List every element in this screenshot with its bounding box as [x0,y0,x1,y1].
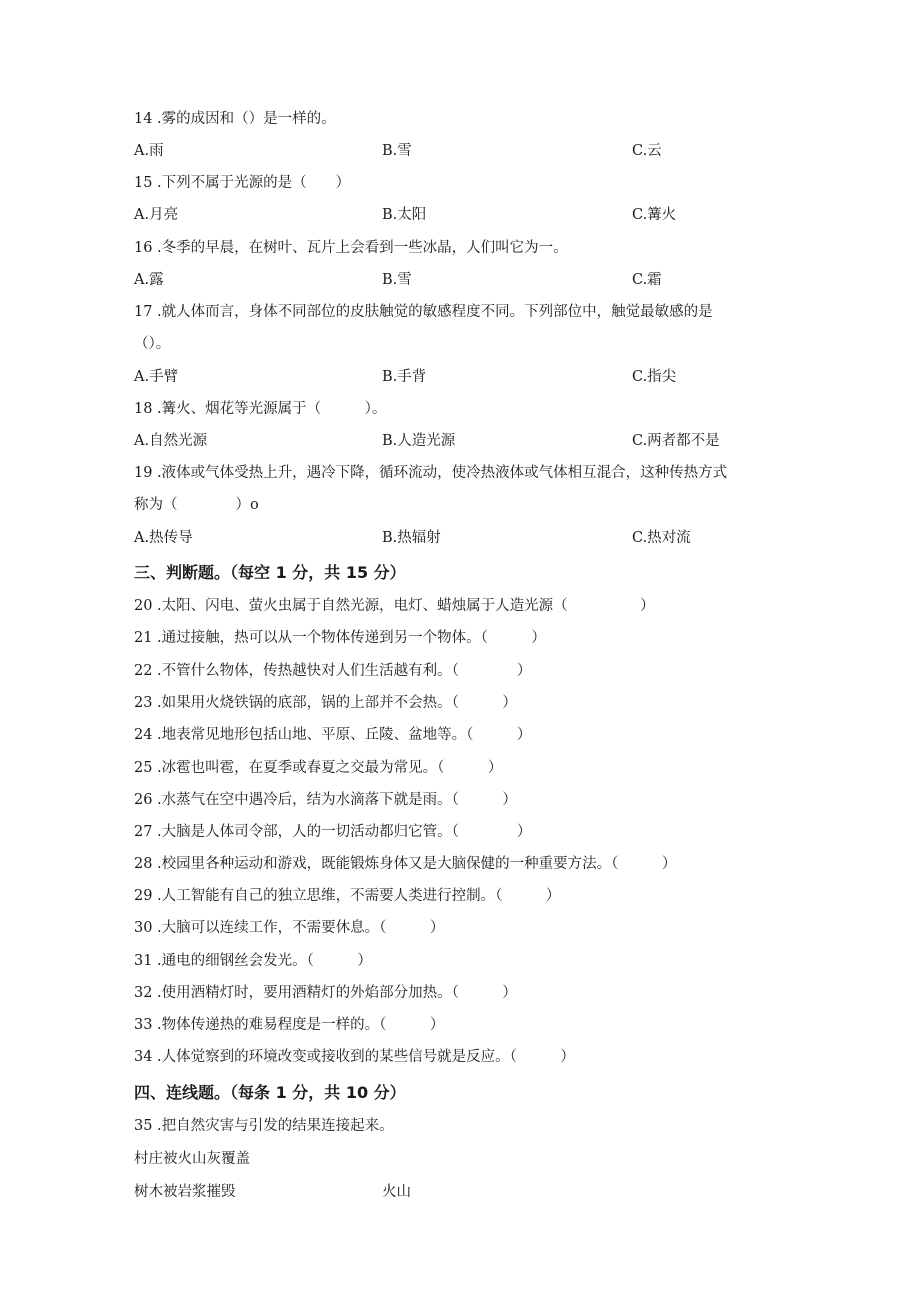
judge-item: 33 .物体传递热的难易程度是一样的。（ ） [134,1017,445,1033]
question-17-option-c: C.指尖 [632,369,677,385]
question-15-option-c: C.篝火 [632,207,677,223]
question-14-stem: 14 .雾的成因和（）是一样的。 [134,111,336,127]
judge-item: 31 .通电的细钢丝会发光。（ ） [134,953,372,969]
question-19-stem: 19 .液体或气体受热上升，遇冷下降，循环流动，使冷热液体或气体相互混合，这种传热方式 [134,465,728,481]
question-16-option-c: C.霜 [632,272,662,288]
judge-item: 23 .如果用火烧铁锅的底部，锅的上部并不会热。（ ） [134,695,517,711]
judge-item: 22 .不管什么物体，传热越快对人们生活越有利。（ ） [134,663,532,679]
question-17-option-a: A.手臂 [134,369,179,385]
question-19-option-a: A.热传导 [134,530,193,546]
judge-item: 34 .人体觉察到的环境改变或接收到的某些信号就是反应。（ ） [134,1049,575,1065]
judge-item: 27 .大脑是人体司令部，人的一切活动都归它管。（ ） [134,824,532,840]
question-14-option-c: C.云 [632,143,662,159]
question-18-stem: 18 .篝火、烟花等光源属于（ ）。 [134,401,387,417]
question-17-stem-cont: （）。 [134,336,171,352]
question-19-option-c: C.热对流 [632,530,691,546]
judge-item: 21 .通过接触，热可以从一个物体传递到另一个物体。（ ） [134,630,546,646]
question-15-stem: 15 .下列不属于光源的是（ ） [134,175,351,191]
question-16-option-a: A.露 [134,272,164,288]
judge-item: 30 .大脑可以连续工作，不需要休息。（ ） [134,920,445,936]
match-left-item-2: 树木被岩浆摧毁 [134,1184,236,1200]
question-17-option-b: B.手背 [382,369,427,385]
question-18-option-a: A.自然光源 [134,433,208,449]
question-19-option-b: B.热辐射 [382,530,441,546]
judge-item: 25 .冰雹也叫雹，在夏季或春夏之交最为常见。（ ） [134,760,503,776]
match-right-item-1: 火山 [382,1184,411,1200]
question-19-stem-cont: 称为（ ）o [134,497,259,513]
question-17-stem: 17 .就人体而言，身体不同部位的皮肤触觉的敏感程度不同。下列部位中，触觉最敏感的是 [134,304,713,320]
section-3-title: 三、判断题。（每空 1 分，共 15 分） [134,563,406,582]
question-16-option-b: B.雪 [382,272,412,288]
question-14-option-b: B.雪 [382,143,412,159]
question-18-option-c: C.两者都不是 [632,433,720,449]
judge-item: 20 .太阳、闪电、萤火虫属于自然光源，电灯、蜡烛属于人造光源（ ） [134,598,655,614]
judge-item: 28 .校园里各种运动和游戏，既能锻炼身体又是大脑保健的一种重要方法。（ ） [134,856,677,872]
judge-item: 26 .水蒸气在空中遇冷后，结为水滴落下就是雨。（ ） [134,792,517,808]
question-15-option-b: B.太阳 [382,207,427,223]
match-left-item-1: 村庄被火山灰覆盖 [134,1151,250,1167]
judge-item: 29 .人工智能有自己的独立思维，不需要人类进行控制。（ ） [134,888,561,904]
judge-item: 32 .使用酒精灯时，要用酒精灯的外焰部分加热。（ ） [134,985,517,1001]
section-4-title: 四、连线题。（每条 1 分，共 10 分） [134,1083,406,1102]
question-35-stem: 35 .把自然灾害与引发的结果连接起来。 [134,1118,394,1134]
question-16-stem: 16 .冬季的早晨，在树叶、瓦片上会看到一些冰晶，人们叫它为一。 [134,240,568,256]
question-14-option-a: A.雨 [134,143,164,159]
judge-item: 24 .地表常见地形包括山地、平原、丘陵、盆地等。（ ） [134,727,532,743]
question-15-option-a: A.月亮 [134,207,179,223]
question-18-option-b: B.人造光源 [382,433,456,449]
